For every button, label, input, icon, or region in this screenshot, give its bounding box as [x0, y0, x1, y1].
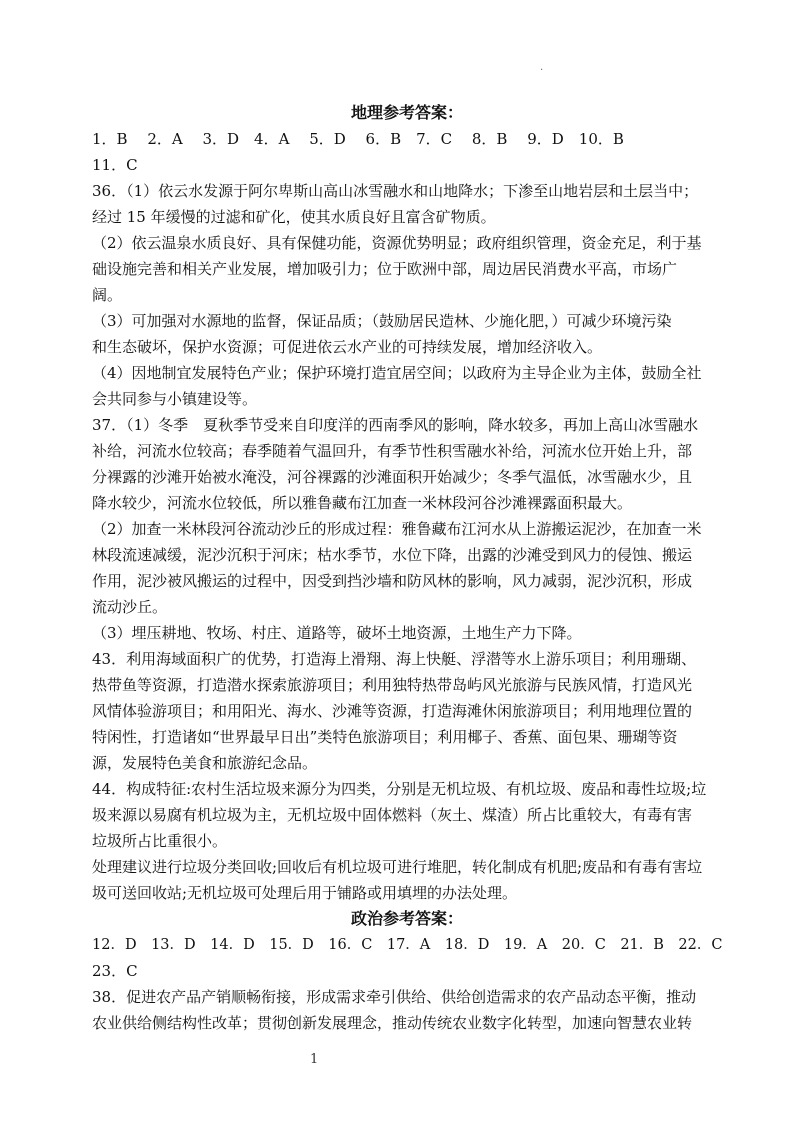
q43-line: 43．利用海域面积广的优势，打造海上滑翔、海上快艇、浮潜等水上游乐项目；利用珊瑚、 [92, 650, 697, 668]
q43-line: 风情体验游项目；和用阳光、海水、沙滩等资源，打造海滩休闲旅游项目；利用地理位置的 [92, 702, 693, 720]
q36-line: （3）可加强对水源地的监督，保证品质；（鼓励居民造林、少施化肥，）可减少环境污染 [92, 312, 672, 330]
q36-line: 会共同参与小镇建设等。 [92, 390, 258, 408]
q36-line: 础设施完善和相关产业发展，增加吸引力；位于欧洲中部，周边居民消费水平高，市场广 [92, 260, 678, 278]
q37-line: 降水较少，河流水位较低，所以雅鲁藏布江加查一米林段河谷沙滩裸露面积最大。 [92, 494, 633, 512]
q37-line: （2）加查一米林段河谷流动沙丘的形成过程：雅鲁藏布江河水从上游搬运泥沙，在加查一米 [92, 520, 702, 538]
pol-mc-answers-line-1: 12．D 13．D 14．D 15．D 16．C 17．A 18．D 19．A 20．C 21．B 22．C [92, 937, 723, 953]
q44-line: 处理建议进行垃圾分类回收;回收后有机垃圾可进行堆肥，转化制成有机肥;废品和有毒有害垃 [92, 858, 703, 876]
header-mark: . [540, 62, 544, 73]
q37-line: （3）埋压耕地、牧场、村庄、道路等，破坏土地资源，土地生产力下降。 [92, 624, 582, 642]
page-number: 1 [310, 1052, 319, 1067]
q43-line: 热带鱼等资源，打造潜水探索旅游项目；利用独特热带岛屿风光旅游与民族风情，打造风光 [92, 676, 693, 694]
q43-line: 源，发展特色美食和旅游纪念品。 [92, 754, 318, 772]
answer-content [92, 100, 722, 1036]
q44-line: 44．构成特征:农村生活垃圾来源分为四类，分别是无机垃圾、有机垃圾、废品和毒性垃圾;垃 [92, 780, 707, 798]
q44-line: 圾来源以易腐有机垃圾为主，无机垃圾中固体燃料（灰土、煤渣）所占比重较大，有毒有害 [92, 806, 693, 824]
q36-line: （2）依云温泉水质良好、具有保健功能，资源优势明显；政府组织管理，资金充足，利于基 [92, 234, 702, 252]
q37-line: 37．（1）冬季 夏秋季节受来自印度洋的西南季风的影响，降水较多，再加上高山冰雪融水 [92, 416, 699, 434]
q44-line: 圾可送回收站;无机垃圾可处理后用于铺路或用填埋的办法处理。 [92, 884, 518, 902]
q36-line: 经过 15 年缓慢的过滤和矿化，使其水质良好且富含矿物质。 [92, 208, 496, 226]
q37-line: 分裸露的沙滩开始被水淹没，河谷裸露的沙滩面积开始减少；冬季气温低，冰雪融水少，且 [92, 468, 693, 486]
q37-line: 流动沙丘。 [92, 598, 168, 616]
q37-line: 补给，河流水位较高；春季随着气温回升，有季节性积雪融水补给，河流水位开始上升，部 [92, 442, 693, 460]
geo-mc-answers-line-1: 1．B 2．A 3．D 4．A 5．D 6．B 7．C 8．B 9．D 10．B [92, 130, 624, 148]
q37-line: 作用，泥沙被风搬运的过程中，因受到挡沙墙和防风林的影响，风力减弱，泥沙沉积，形成 [92, 572, 693, 590]
geo-section-title: 地理参考答案： [350, 103, 463, 122]
q44-line: 垃圾所占比重很小。 [92, 832, 228, 850]
pol-mc-answers-line-2: 23．C [92, 962, 138, 980]
q36-line: （4）因地制宜发展特色产业；保护环境打造宜居空间；以政府为主导企业为主体，鼓励全社 [92, 364, 702, 382]
pol-section-title: 政治参考答案： [350, 909, 463, 928]
q38-line: 38．促进农产品产销顺畅衔接，形成需求牵引供给、供给创造需求的农产品动态平衡，推动 [92, 988, 697, 1006]
q37-line: 林段流速减缓，泥沙沉积于河床；枯水季节，水位下降，出露的沙滩受到风力的侵蚀、搬运 [92, 546, 693, 564]
q38-line: 农业供给侧结构性改革；贯彻创新发展理念，推动传统农业数字化转型，加速向智慧农业转 [92, 1014, 693, 1032]
geo-mc-answers-line-2: 11．C [92, 156, 138, 174]
q36-line: 36．（1）依云水发源于阿尔卑斯山高山冰雪融水和山地降水；下渗至山地岩层和土层当中； [92, 182, 699, 200]
q36-line: 阔。 [92, 286, 123, 304]
q43-line: 特闲性，打造诸如“世界最早日出”类特色旅游项目；利用椰子、香蕉、面包果、珊瑚等资 [92, 728, 678, 746]
q36-line: 和生态破坏，保护水资源；可促进依云水产业的可持续发展，增加经济收入。 [92, 338, 603, 356]
